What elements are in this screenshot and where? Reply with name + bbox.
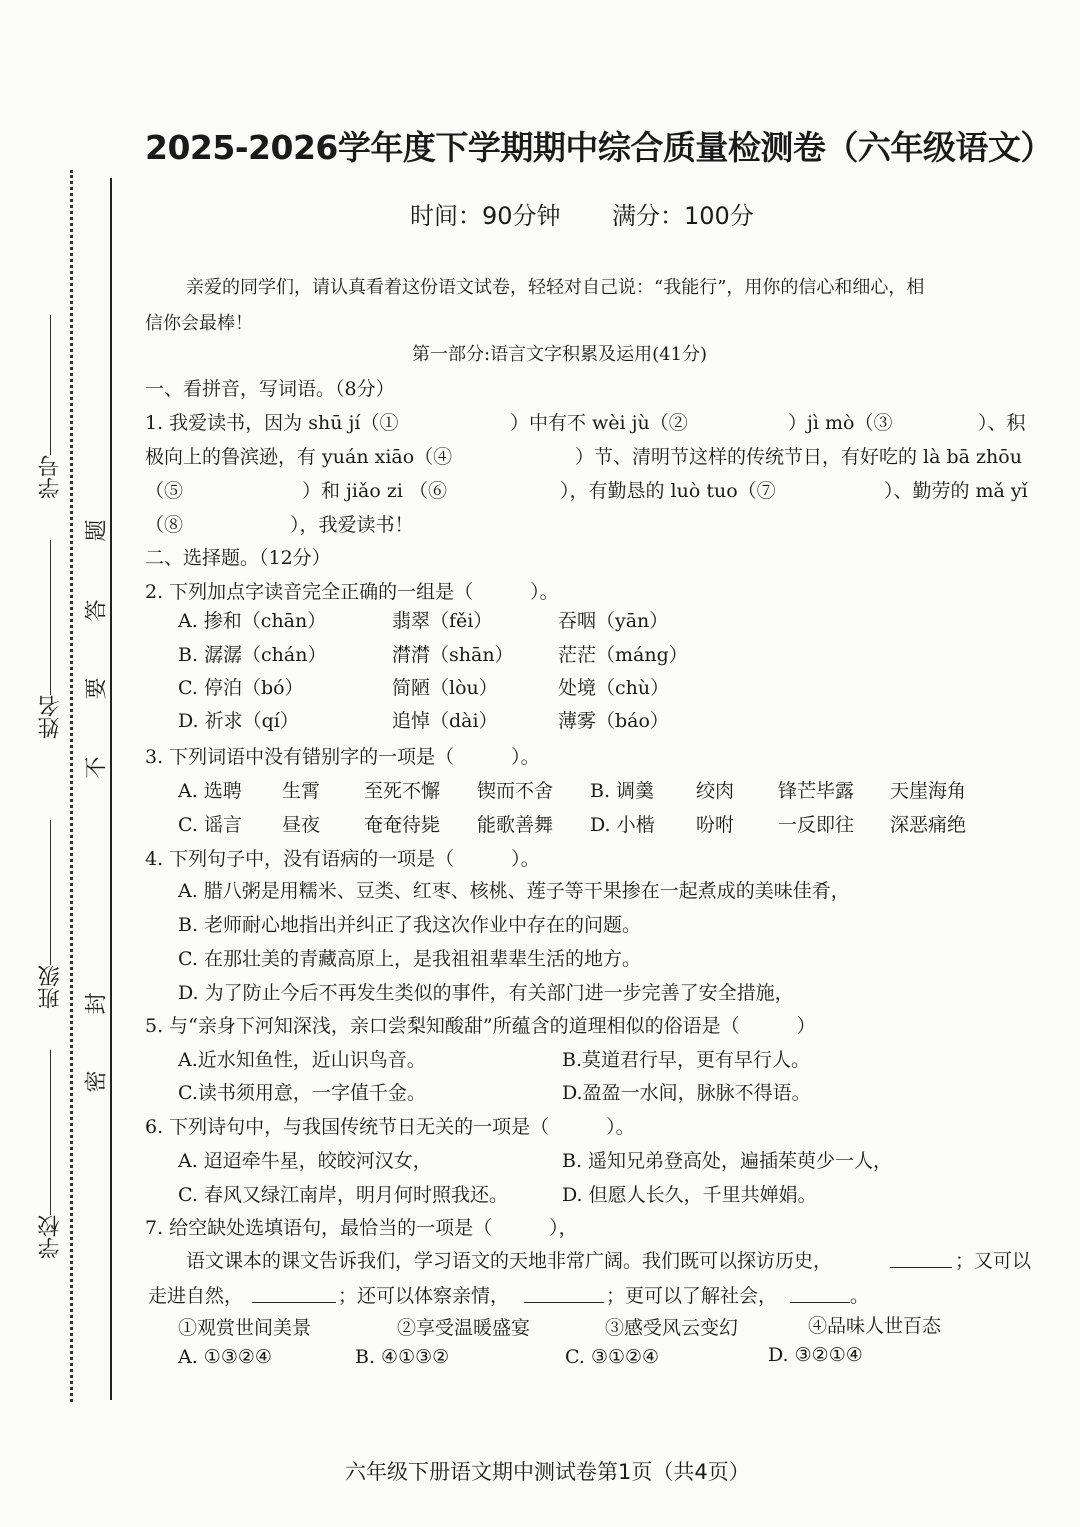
school-field bbox=[30, 1050, 70, 1259]
page-footer: 六年级下册语文期中测试卷第1页（共4页） bbox=[345, 1460, 750, 1484]
name-field bbox=[30, 540, 70, 739]
exam-score: 满分：100分 bbox=[612, 202, 754, 230]
question-7-stem: 7. 给空缺处选填语句，最恰当的一项是（ ）， bbox=[145, 1217, 578, 1239]
seal-char-feng: 封 bbox=[84, 992, 110, 1015]
exam-time: 时间：90分钟 bbox=[410, 202, 561, 230]
fill-blank[interactable] bbox=[524, 1284, 604, 1303]
question-5-stem: 5. 与“亲身下河知深浅，亲口尝梨知酸甜”所蕴含的道理相似的俗语是（ ） bbox=[145, 1015, 816, 1037]
section-2-heading: 二、选择题。（12分） bbox=[145, 547, 331, 569]
class-field bbox=[30, 820, 70, 1009]
student-id-label: 学号 bbox=[37, 455, 63, 499]
school-label: 学校 bbox=[37, 1215, 63, 1259]
seal-char-da: 答 bbox=[84, 599, 110, 622]
fill-blank[interactable] bbox=[252, 1284, 336, 1303]
seal-char-ti: 题 bbox=[84, 519, 110, 542]
seal-char-mi: 密 bbox=[84, 1070, 110, 1093]
binding-dotted-line bbox=[70, 170, 73, 1402]
binding-solid-line bbox=[110, 178, 112, 1400]
seal-char-yao: 要 bbox=[84, 677, 110, 700]
intro-line-2: 信你会最棒！ bbox=[145, 313, 253, 334]
exam-title: 2025-2026学年度下学期期中综合质量检测卷（六年级语文） bbox=[145, 128, 1053, 167]
section-1-heading: 一、看拼音，写词语。（8分） bbox=[145, 378, 395, 400]
question-6-stem: 6. 下列诗句中，与我国传统节日无关的一项是（ ）。 bbox=[145, 1116, 635, 1138]
part-one-heading: 第一部分:语言文字积累及运用(41分) bbox=[412, 344, 708, 365]
fill-blank[interactable] bbox=[790, 1284, 850, 1303]
class-label: 班级 bbox=[37, 965, 63, 1009]
fill-blank[interactable] bbox=[890, 1249, 952, 1268]
question-2-stem: 2. 下列加点字读音完全正确的一组是（ ）。 bbox=[145, 581, 559, 603]
seal-char-bu: 不 bbox=[84, 756, 110, 779]
question-3-stem: 3. 下列词语中没有错别字的一项是（ ）。 bbox=[145, 746, 540, 768]
question-4-stem: 4. 下列句子中，没有语病的一项是（ ）。 bbox=[145, 848, 540, 870]
student-id-field bbox=[30, 315, 70, 499]
name-label: 姓名 bbox=[37, 695, 63, 739]
intro-line-1: 亲爱的同学们，请认真看着这份语文试卷，轻轻对自己说：“我能行”，用你的信心和细心，相 bbox=[186, 277, 925, 298]
